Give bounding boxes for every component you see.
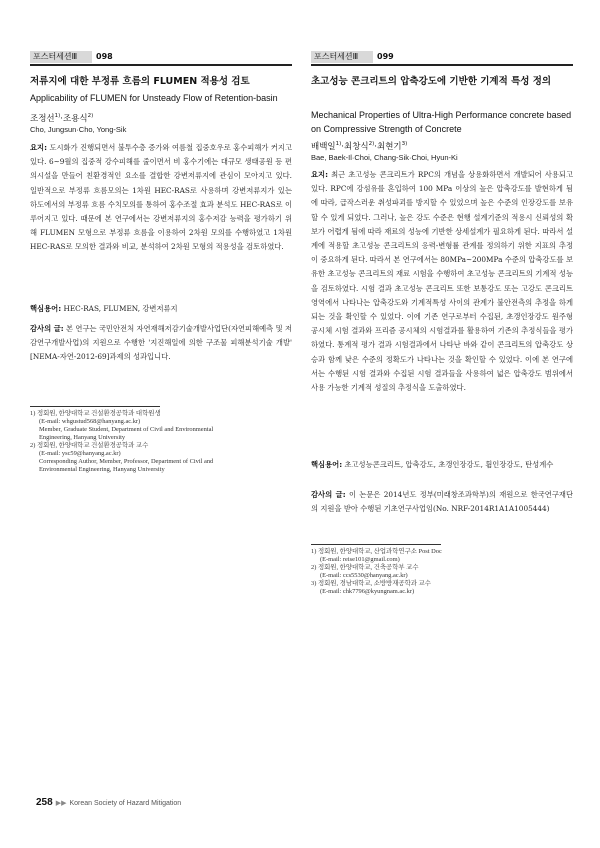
acknowledgement bbox=[30, 322, 292, 365]
footnote bbox=[30, 442, 292, 474]
footnote-line: Member, Graduate Student, Department of Civil and Environmental bbox=[39, 426, 214, 433]
keywords bbox=[311, 458, 573, 472]
acknowledgement bbox=[311, 488, 573, 516]
footnote-number: 2) bbox=[311, 564, 317, 571]
abstract-label: 요지: bbox=[30, 143, 48, 152]
footnote-line: (E-mail: ysc59@hanyang.ac.kr) bbox=[39, 450, 121, 457]
footnote-number: 3) bbox=[311, 580, 317, 587]
footnote-number: 1) bbox=[311, 548, 317, 555]
footnote-line: 정회원, 경남대학교, 소방방재공학과 교수 bbox=[317, 580, 431, 587]
keywords-label: 핵심용어: bbox=[30, 304, 62, 313]
authors-korean bbox=[30, 110, 93, 125]
keywords-text: HEC-RAS, FLUMEN, 강변저류지 bbox=[63, 304, 178, 313]
footnote-line: Engineering, Hanyang University bbox=[39, 434, 126, 441]
session-label: 포스터세션Ⅲ bbox=[311, 51, 373, 63]
ack-label: 감사의 글: bbox=[30, 324, 64, 333]
footnote-divider bbox=[30, 406, 160, 407]
abstract-text: 도시화가 진행되면서 불투수층 증가와 여름철 집중호우로 홍수피해가 커지고 있다. 6~9월의 집중적 강수피해를 줄이면서 비 홍수기에는 대규모 생태공원 등 편의시설을 만들어 친환경적인 요소를 결합한 강변저류지에 관심이 모아지고 있다. 일반적으로 부정류 흐름모의는 1차원 HEC-RAS로 사용하며 강변저류지가 있는 하도에서의 부정류 흐름 수치모의를 통하여 홍수조절 효과 분석도 HEC-RAS로 이루어지고 있다. 때문에 본 연구에서는 강변저류지의 홍수저감 능력을 평가하기 위해 FLUMEN 모형으로 부정류 흐름을 이용하여 2차원 모의를 수행하였고 1차원 HEC-RAS로 모의한 결과와 비교, 분석하여 2차원 모형의 적용성을 검토하였다. bbox=[30, 143, 292, 252]
session-number: 099 bbox=[377, 52, 394, 61]
session-header bbox=[30, 50, 292, 66]
page-number: 258 bbox=[36, 797, 53, 808]
footnotes bbox=[311, 548, 573, 596]
session-header bbox=[311, 50, 573, 66]
footnote-line: Corresponding Author, Member, Professor, Department of Civil and bbox=[39, 458, 214, 465]
session-label: 포스터세션Ⅲ bbox=[30, 51, 92, 63]
author-1-mark: 1) bbox=[335, 141, 342, 147]
author-separator: · bbox=[60, 113, 63, 124]
abstract-text: 최근 초고성능 콘크리트가 RPC의 개념을 상용화하면서 개발되어 사용되고 있다. RPC에 강섬유를 혼입하여 100 MPa 이상의 높은 압축강도를 발현하게 됨에 따라, 급작스러운 취성파괴를 방지할 수 있었으며 높은 수준의 인장강도를 보유할 수 있게 되었다. 그러나, 높은 강도 수준은 현행 설계기준의 적용시 신뢰성의 확보가 어렵게 됨에 따라 재료의 성능에 기반한 상세설계가 필요하게 된다. 따라서 설계에 적용할 초고성능 콘크리트의 응력-변형률 관계를 정의하기 위한 지표의 추정이 중요하게 된다. 따라서 본 연구에서는 80MPa~200MPa 수준의 압축강도를 보유한 초고성능 콘크리트의 재료 시험을 수행하여 초고성능 콘크리트의 기계적 성능을 검토하였다. 시험 결과 초고성능 콘크리트 또한 보통강도 또는 고강도 콘크리트 영역에서 나타나는 압축강도와 기계적특성 사이의 관계가 불안전측의 추정을 하게 되는 것을 확인할 수 있었다. 이에 기존 연구로부터 수집된, 초갱인장강도 원주형 공시체 시험 결과와 프리즘 공시체의 시험결과를 활용하여 기존의 추정식들을 평가하였다. 통계적 평가 결과 시험결과에서 나타난 바와 같이 콘크리트의 압축강도 상승과 함께 낮은 수준의 정확도가 나타나는 것을 확인할 수 있었다. 이에 본 연구에서는 수행된 시험 결과와 수집된 시험 결과들을 사용하여 넓은 압축강도 범위에서 사용 가능한 기계적 성질의 추정식을 도출하였다. bbox=[311, 170, 573, 393]
footnote-line: 정회원, 한양대학교 건설환경공학과 대학원생 bbox=[36, 410, 161, 417]
footnote bbox=[311, 564, 573, 580]
footnote-number: 1) bbox=[30, 410, 36, 417]
keywords bbox=[30, 302, 292, 316]
footnote-line: 정회원, 한양대학교, 건축공학부 교수 bbox=[317, 564, 419, 571]
footnote-number: 2) bbox=[30, 442, 36, 449]
author-separator: · bbox=[341, 141, 344, 152]
footnote-line: (E-mail: ccs5530@hanyang.ac.kr) bbox=[320, 572, 408, 579]
footnote-line: (E-mail: chk7796@kyungnam.ac.kr) bbox=[320, 588, 415, 595]
author-3-mark: 3) bbox=[401, 141, 408, 147]
author-2: 최창식 bbox=[344, 141, 369, 152]
footer-organization: Korean Society of Hazard Mitigation bbox=[69, 800, 182, 807]
ack-text: 이 논문은 2014년도 정부(미래창조과학부)의 재원으로 한국연구재단의 지원을 받아 수행된 기초연구사업임(No. NRF-2014R1A1A1005444) bbox=[311, 490, 573, 514]
authors-english: Bae, Baek-Il·Choi, Chang-Sik·Choi, Hyun-Ki bbox=[311, 153, 458, 162]
author-3: 최현기 bbox=[377, 141, 402, 152]
footnote bbox=[30, 410, 292, 442]
footnote bbox=[311, 548, 573, 564]
footnote-line: 정회원, 한양대학교, 산업과학연구소 Post Doc bbox=[317, 548, 442, 555]
author-2-mark: 2) bbox=[87, 113, 94, 119]
author-2-mark: 2) bbox=[368, 141, 375, 147]
footnotes bbox=[30, 410, 292, 474]
author-2: 조용식 bbox=[63, 113, 88, 124]
page-footer bbox=[36, 792, 181, 806]
keywords-text: 초고성능콘크리트, 압축강도, 초갱인장강도, 휨인장강도, 탄성계수 bbox=[344, 460, 554, 469]
authors-korean bbox=[311, 138, 407, 153]
footer-arrows-icon: ▶▶ bbox=[55, 800, 67, 807]
footnote-line: 정회원, 한양대학교 건설환경공학과 교수 bbox=[36, 442, 149, 449]
title-english: Mechanical Properties of Ultra-High Performance concrete based on Compressive Strength of Concrete bbox=[311, 110, 572, 134]
footnote-line: (E-mail: whgustud568@hanyang.ac.kr) bbox=[39, 418, 141, 425]
session-number: 098 bbox=[96, 52, 113, 61]
author-1: 조정선 bbox=[30, 113, 55, 124]
ack-text: 본 연구는 국민안전처 자연재해저감기술개발사업단(자연피해예측 및 저감연구개발사업)의 지원으로 수행한 '지진해일에 의한 구조물 피해분석기술 개발' [NEMA-자연-2012-69]과제의 성과입니다. bbox=[30, 324, 292, 362]
footnote-line: Environmental Engineering, Hanyang University bbox=[39, 466, 165, 473]
authors-english: Cho, Jungsun·Cho, Yong-Sik bbox=[30, 125, 127, 134]
footnote-line: (E-mail: reise101@gmail.com) bbox=[320, 556, 400, 563]
abstract bbox=[311, 168, 573, 395]
abstract bbox=[30, 141, 292, 255]
ack-label: 감사의 글: bbox=[311, 490, 346, 499]
title-english: Applicability of FLUMEN for Unsteady Flow of Retention-basin bbox=[30, 93, 278, 103]
footnote-divider bbox=[311, 544, 441, 545]
title-korean: 저류지에 대한 부정류 흐름의 FLUMEN 적용성 검토 bbox=[30, 76, 250, 87]
author-1: 배백일 bbox=[311, 141, 336, 152]
author-separator: · bbox=[374, 141, 377, 152]
keywords-label: 핵심용어: bbox=[311, 460, 343, 469]
footnote bbox=[311, 580, 573, 596]
author-1-mark: 1) bbox=[54, 113, 61, 119]
abstract-label: 요지: bbox=[311, 170, 329, 179]
title-korean: 초고성능 콘크리트의 압축강도에 기반한 기계적 특성 정의 bbox=[311, 76, 552, 87]
